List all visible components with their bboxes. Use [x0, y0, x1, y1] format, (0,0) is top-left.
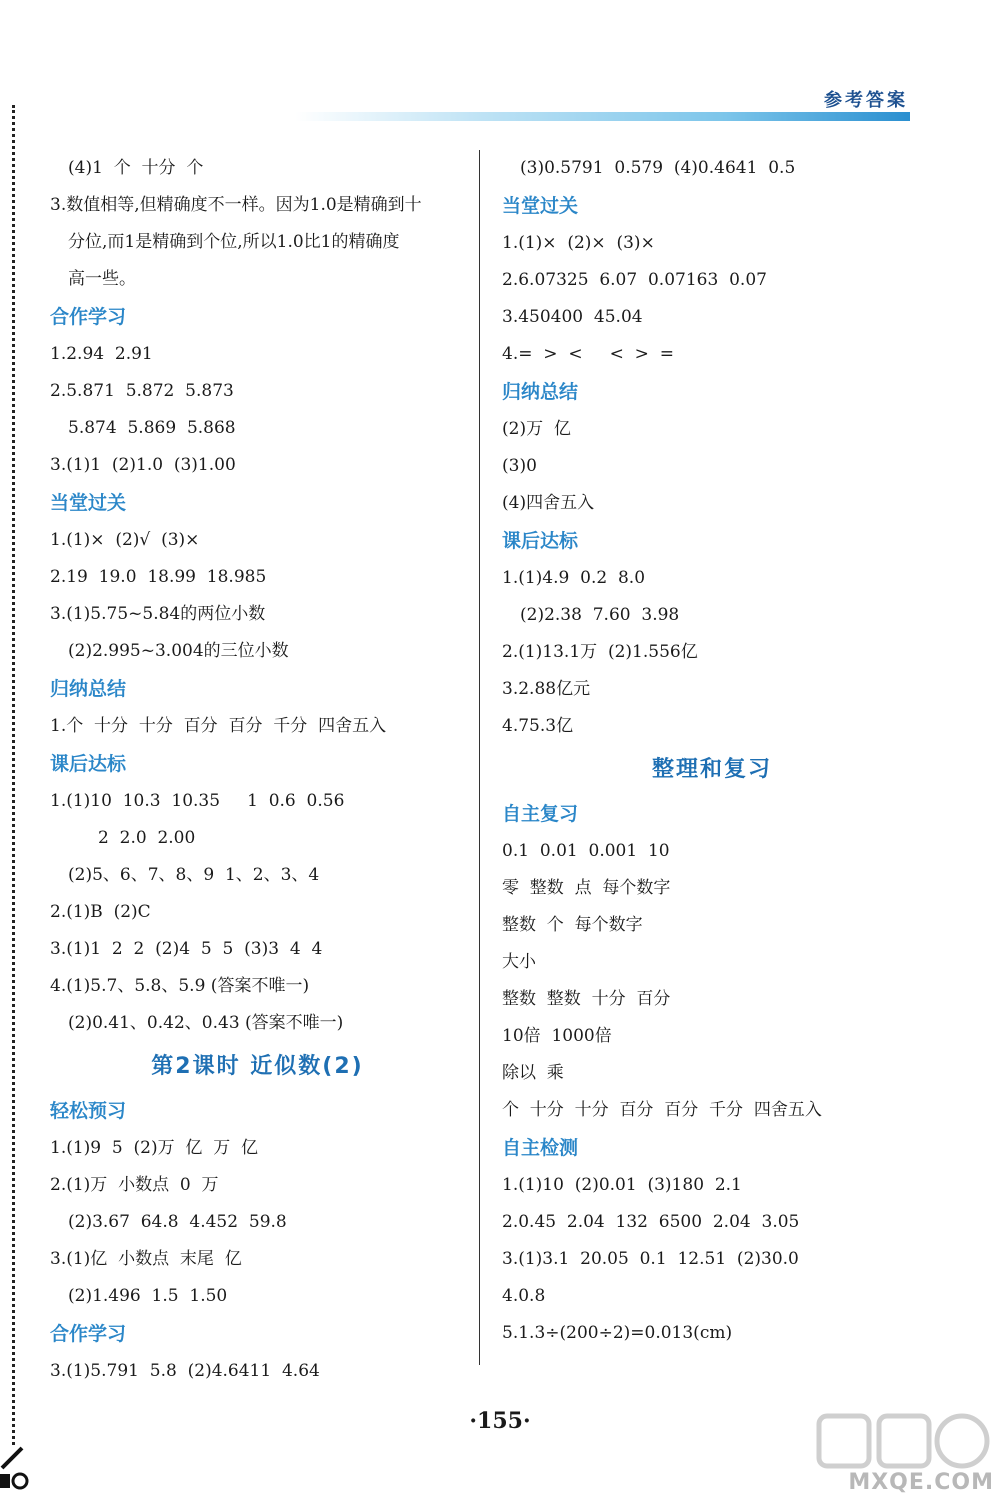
answer-line: (2)万 亿 — [502, 419, 571, 439]
answer-line: 1.(1)10 (2)0.01 (3)180 2.1 — [502, 1175, 742, 1195]
answer-line: 3.2.88亿元 — [502, 679, 591, 699]
lesson-title: 整理和复习 — [651, 757, 772, 782]
answer-line: (3)0 — [502, 456, 537, 476]
answer-line: 5.874 5.869 5.868 — [68, 418, 236, 438]
column-divider — [479, 150, 480, 1365]
answer-line: 分位,而1是精确到个位,所以1.0比1的精确度 — [68, 232, 400, 252]
corner-mark-icon — [0, 1440, 30, 1490]
answer-line: (2)1.496 1.5 1.50 — [68, 1286, 228, 1306]
answer-line: 0.1 0.01 0.001 10 — [502, 841, 670, 861]
answer-line: 整数 整数 十分 百分 — [502, 989, 671, 1009]
answer-line: 3.(1)5.791 5.8 (2)4.6411 4.64 — [50, 1361, 320, 1381]
answer-line: (2)2.38 7.60 3.98 — [520, 605, 680, 625]
section-heading: 自主复习 — [502, 803, 579, 825]
answer-line: 2.(1)万 小数点 0 万 — [50, 1175, 219, 1195]
left-column — [50, 150, 465, 1390]
page-number: ·155· — [469, 1408, 531, 1434]
answer-line: (2)2.995~3.004的三位小数 — [68, 641, 289, 661]
answer-line: (2)5、6、7、8、9 1、2、3、4 — [68, 865, 320, 885]
watermark-text: MXQE.COM — [848, 1470, 994, 1495]
header-gradient-bar — [295, 112, 910, 121]
answer-line: (3)0.5791 0.579 (4)0.4641 0.5 — [520, 158, 796, 178]
answer-line: 2 2.0 2.00 — [98, 828, 196, 848]
answer-line: 1.(1)10 10.3 10.35 1 0.6 0.56 — [50, 791, 345, 811]
answer-line: 零 整数 点 每个数字 — [502, 878, 671, 898]
section-heading: 轻松预习 — [50, 1100, 127, 1122]
answer-line: 除以 乘 — [502, 1063, 564, 1083]
answer-line: 2.(1)B (2)C — [50, 902, 151, 922]
answer-line: 1.(1)× (2)× (3)× — [502, 233, 655, 253]
answer-line: 2.0.45 2.04 132 6500 2.04 3.05 — [502, 1212, 800, 1232]
right-column — [502, 150, 922, 1352]
section-heading: 当堂过关 — [502, 195, 579, 217]
section-heading: 课后达标 — [50, 753, 127, 775]
answer-line: (4)四舍五入 — [502, 493, 595, 513]
answer-line: 10倍 1000倍 — [502, 1026, 612, 1046]
answer-line: 2.(1)13.1万 (2)1.556亿 — [502, 642, 698, 662]
answer-line: 4.(1)5.7、5.8、5.9 (答案不唯一) — [50, 976, 310, 996]
answer-line: 3.(1)亿 小数点 末尾 亿 — [50, 1249, 242, 1269]
answer-line: 3.(1)3.1 20.05 0.1 12.51 (2)30.0 — [502, 1249, 799, 1269]
section-heading: 课后达标 — [502, 530, 579, 552]
answer-line: 3.450400 45.04 — [502, 307, 643, 327]
answer-line: 5.1.3÷(200÷2)=0.013(cm) — [502, 1323, 733, 1343]
answer-line: (4)1 个 十分 个 — [68, 158, 204, 178]
answer-line: 1.(1)9 5 (2)万 亿 万 亿 — [50, 1138, 259, 1158]
answer-line: 1.个 十分 十分 百分 百分 千分 四舍五入 — [50, 716, 387, 736]
answer-line: 整数 个 每个数字 — [502, 915, 643, 935]
answer-line: 3.(1)1 2 2 (2)4 5 5 (3)3 4 4 — [50, 939, 323, 959]
answer-line: 4.= > < < > = — [502, 344, 674, 364]
section-heading: 归纳总结 — [502, 381, 579, 403]
section-heading: 合作学习 — [50, 306, 127, 328]
answer-line: 4.75.3亿 — [502, 716, 574, 736]
section-heading: 归纳总结 — [50, 678, 127, 700]
answer-line: 3.(1)1 (2)1.0 (3)1.00 — [50, 455, 236, 475]
section-heading: 当堂过关 — [50, 492, 127, 514]
section-heading: 自主检测 — [502, 1137, 579, 1159]
answer-line: 1.(1)× (2)√ (3)× — [50, 530, 200, 550]
answer-line: 个 十分 十分 百分 百分 千分 四舍五入 — [502, 1100, 822, 1120]
answer-line: 2.19 19.0 18.99 18.985 — [50, 567, 267, 587]
page-header-title: 参考答案 — [824, 90, 908, 111]
answer-line: 1.(1)4.9 0.2 8.0 — [502, 568, 646, 588]
answer-line: 3.(1)5.75~5.84的两位小数 — [50, 604, 266, 624]
answer-line: 2.5.871 5.872 5.873 — [50, 381, 234, 401]
answer-line: 高一些。 — [68, 269, 136, 289]
answer-line: 2.6.07325 6.07 0.07163 0.07 — [502, 270, 767, 290]
answer-line: 1.2.94 2.91 — [50, 344, 153, 364]
answer-line: (2)3.67 64.8 4.452 59.8 — [68, 1212, 287, 1232]
answer-line: 大小 — [502, 952, 536, 972]
answer-line: 3.数值相等,但精确度不一样。因为1.0是精确到十 — [50, 195, 422, 215]
answer-line: 4.0.8 — [502, 1286, 546, 1306]
section-heading: 合作学习 — [50, 1323, 127, 1345]
lesson-title: 第2课时 近似数(2) — [151, 1054, 364, 1079]
answer-line: (2)0.41、0.42、0.43 (答案不唯一) — [68, 1013, 344, 1033]
binding-dotted-line — [12, 105, 15, 1445]
